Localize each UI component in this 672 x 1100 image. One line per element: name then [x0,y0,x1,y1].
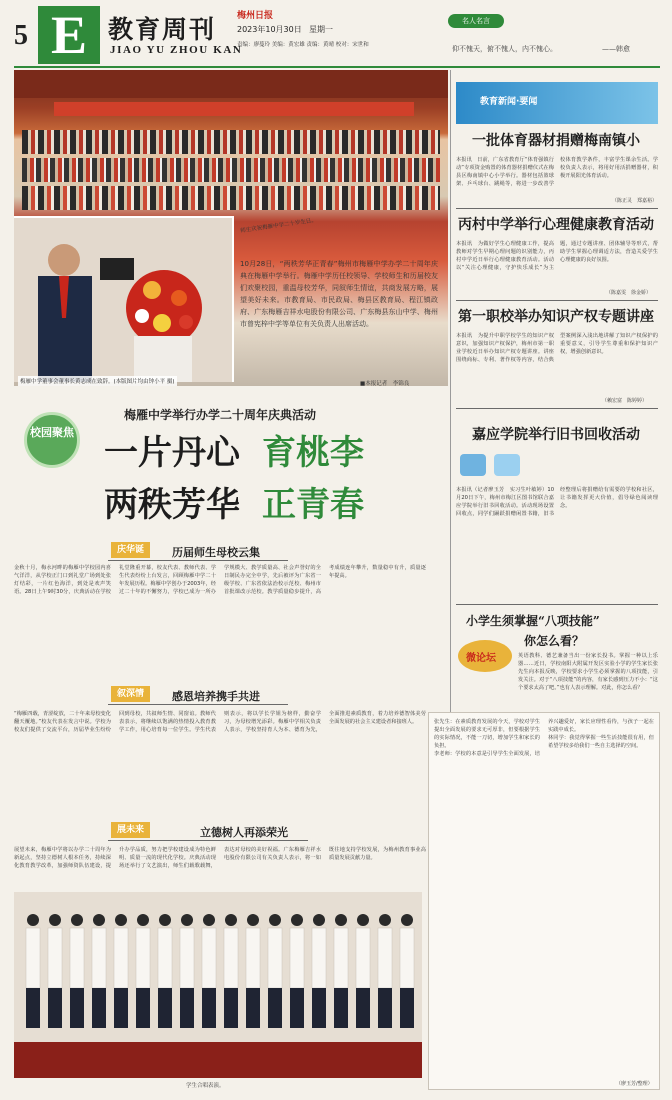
headline-line2: 两秩芳华 [104,485,240,525]
section-letter-block: E [38,6,100,64]
news-divider [456,208,658,209]
speaker-illustration [14,218,234,382]
section-tag: 庆华诞 [111,542,150,558]
article-body: “梅雁四载，青涩绽放，二十年来母校变化翻天覆地。”校友代表在发言中说。学校为校友们提供了交流平台，历届毕业生纷纷回到母校，共叙师生情、同窗谊。教师代表表示，将继续以饱满的热情投入教育教学工作，用心培育每一位学生。学生代表则表示，将以学长学姐为榜样，勤奋学习，为母校增光添彩。梅雁中学相关负责人表示，学校坚持育人为本、德育为先，全面推进素质教育，着力培养德智体美劳全面发展的社会主义建设者和接班人。 [14,711,426,733]
news-headline: 嘉应学院举行旧书回收活动 [472,427,640,443]
section-title: 立德树人再添荣光 [200,826,288,839]
news-byline: （陈正灵 郑嘉裕） [612,198,658,204]
section-rule [108,840,308,841]
page-number: 5 [14,20,28,51]
news-headline: 一批体育器材捐赠梅南镇小 [472,133,640,149]
news-byline: （赖宏富 陈婷婷） [602,398,648,404]
section-rule [108,704,288,705]
choir-illustration [14,892,422,1078]
feature-headline-line1: 小学生须掌握“八项技能” [466,614,600,628]
section-title: 感恩培养携手共进 [172,690,260,703]
stage-backdrop [14,70,448,98]
news-headline: 丙村中学举行心理健康教育活动 [458,217,654,233]
reader-letters: 张先生：在素质教育发展的今天，学校对学生提出全面发展的要求无可厚非，但要根据学生的实际情况，不能一刀切，增加学生和家长的负担。 李老师：学校的本意是引导学生全面发展，培养兴趣爱好，家长应理性看待，与孩子一起在实践中成长。 林同学：我觉得掌握一些生活技能很有用，但希望学校多给我们一些自主选择的空间。 [434,719,654,757]
news-body: 本报讯 为提升中职学校学生的知识产权意识，加强知识产权保护，梅州市第一职业学校近日举办知识产权专题讲座。讲座围绕商标、专利、著作权等内容，结合典型案例深入浅出地讲解了知识产权保护的重要意义，引导学生尊重和保护知识产权，增强创新意识。 [456,333,658,363]
article-body: 金秋十月，梅水河畔的梅雁中学校园内喜气洋洋，从学校正门口到礼堂广场到处张灯结彩，一片红色海洋，到处是欢声笑语。28日上午9时30分，庆典活动在学校礼堂隆重开幕，校友代表、教师代表、学生代表纷纷上台发言，回顾梅雁中学二十年发展历程。梅雁中学创办于2003年，经过二十年的不懈努力，学校已成为一所办学规模大、教学质量高、社会声誉好的全日制民办完全中学，先后被评为广东省一级学校、广东省依法治校示范校、梅州市首批课改示范校。教学质量稳步提升，高考成绩连年攀升，数量稳中有升，质量逐年提高。 [14,565,426,595]
quote-badge: 名人名言 [448,14,504,28]
issue-date: 2023年10月30日 [237,25,302,34]
forum-badge [456,636,514,676]
feature-headline-line2: 你怎么看？ [524,634,585,648]
photo-caption: 梅雁中学董事会董事长黄志成在致辞。(本版图片均由钟小平 摄) [18,376,177,386]
quote-author: ——韩愈 [602,45,630,53]
byline: ■本报记者 李锦良 [360,381,410,387]
audience-row [22,158,440,182]
section-title: 教育周刊 [108,15,217,44]
feature-intro: 英语教科、德艺兼备当出一份家长投书。掌握一种以上乐器……近日，学校南阳大附属开发区实验小学的学生家长张先生向本报反映，学校要求小学生必须掌握的八项技能，引发关注。对于“八项技能”的内容，有家长感到压力不小：“这个要求太高了吧。”也有人表示理解。对此，你怎么看？ [518,653,658,691]
section-title: 历届师生母校云集 [172,546,260,559]
stage-banner [54,102,414,116]
section-tag: 展未来 [111,822,150,838]
headline-line1-highlight: 育桃李 [262,433,364,473]
issue-weekday: 星期一 [309,25,333,34]
headline-line2-highlight: 正青春 [262,485,364,525]
news-banner-label: 教育新闻·要闻 [480,97,538,107]
quote-text: 仰不愧天，俯不愧人，内不愧心。 [452,45,557,53]
audience-row [22,186,440,210]
section-tag: 叙深情 [111,686,150,702]
news-byline: （陈嘉雯 徐金娇） [606,290,652,296]
section-pinyin: JIAO YU ZHOU KAN [110,44,243,56]
campus-news-icon [458,450,528,480]
news-divider [456,300,658,301]
speaker-photo [14,216,234,382]
editor-credits: 责编：廖蔓玲 美编：黄宏雄 责编：黄晴 校对：宋世和 [237,42,369,48]
news-divider [456,408,658,409]
news-body: 本报讯 日前，广东省教育厅“体育强镇行动”专项资金购置的体育器材捐赠仪式在梅县区梅南镇中心小学举行。器材包括篮球架、乒乓球台、跳绳等，将进一步改善学校体育教学条件，丰富学生课余生活。学校负责人表示，将用好用活捐赠器材，积极开展阳光体育活动。 [456,157,658,187]
campus-news-badge [458,450,528,480]
campus-focus-badge: 校园聚焦 [24,412,80,468]
intro-paragraph: 10月28日，“两秩芳华正青春”梅州市梅雁中学办学二十周年庆典在梅雁中学举行。梅雁中学历任校领导、学校师生和历届校友们欢聚校园，重温母校芳华，同叙师生情谊，共商发展方略，展望美好未来。市教育局、市民政局、梅县区教育局、程江镇政府、广东梅雁吉祥水电股份有限公司、广东梅县东山中学、梅州市曾宪梓中学等单位有关负责人出席活动。 [240,260,438,328]
photo-caption: 学生合唱表演。 [186,1083,225,1089]
masthead-rule [14,66,660,68]
article-body: 展望未来，梅雁中学将以办学二十周年为新起点，坚持立德树人根本任务，持续深化教育教学改革，加强师资队伍建设，提升办学品质，努力把学校建设成为特色鲜明、质量一流的现代化学校。庆典活动现场还举行了文艺演出，师生们载歌载舞，表达对母校的美好祝福。广东梅雁吉祥水电股份有限公司有关负责人表示，将一如既往地支持学校发展，为梅州教育事业高质量发展贡献力量。 [14,847,426,869]
headline-kicker: 梅雁中学举行办学二十周年庆典活动 [124,408,317,422]
news-headline: 第一职校举办知识产权专题讲座 [458,309,654,325]
paper-logo: 梅州日报 [237,11,274,21]
section-rule [108,560,288,561]
news-body: 本报讯（记者廖玉芳 实习生叶敏婷）10月20日下午，梅州市梅江区图书馆联合嘉应学院举行旧书回收活动。活动现场设置回收点，同学们踊跃捐赠闲置书籍，旧书经整理后将捐赠给有需要的学校和社区，让书籍发挥更大价值，倡导绿色阅读理念。 [456,487,658,517]
choir-photo [14,892,422,1078]
audience-row [22,130,440,154]
forum-badge-label: 微论坛 [466,653,496,664]
news-body: 本报讯 为做好学生心理健康工作，提高教师对学生早期心理问题的识别能力，丙村中学近日举行心理健康教育活动。活动以“关注心理健康，守护快乐成长”为主题，通过专题讲座、团体辅导等形式，帮助学生掌握心理调适方法，营造关爱学生心理健康的良好氛围。 [456,241,658,271]
news-divider [456,604,658,605]
letters-byline: （廖玉芳/整理） [616,1081,653,1087]
photo-caption: 师生庆祝梅雁中学二十岁生日。 [240,217,318,235]
headline-line1: 一片丹心 [104,433,240,473]
